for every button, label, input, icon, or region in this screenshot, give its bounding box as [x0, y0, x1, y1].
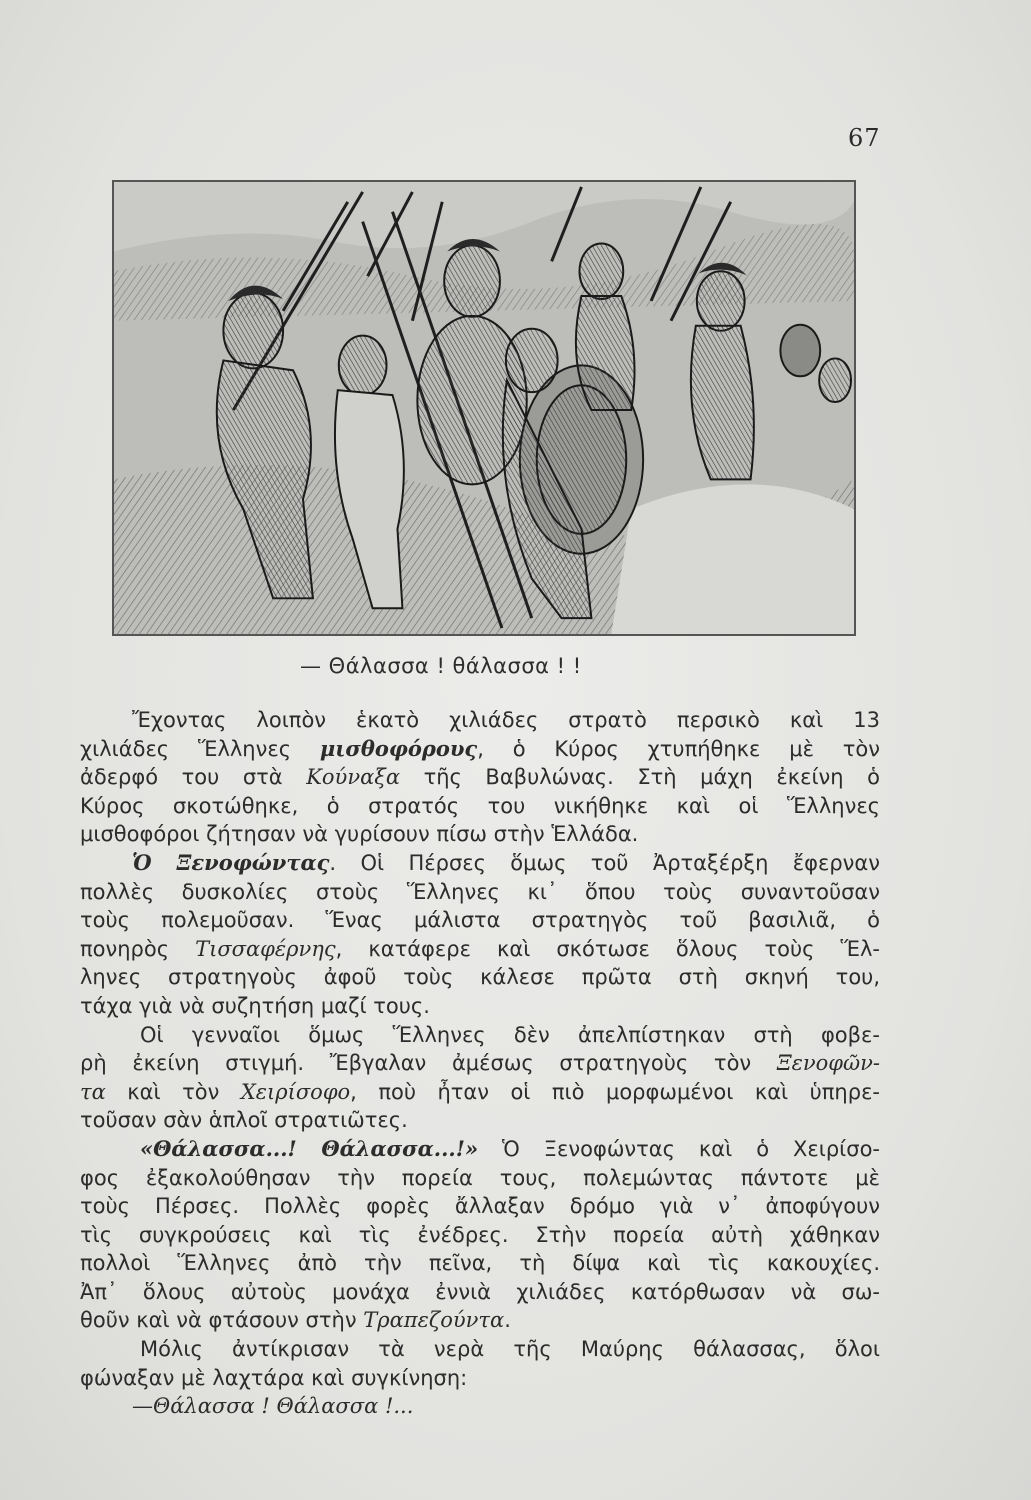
emphasized-text: Κούναξα [306, 765, 401, 790]
page-number: 67 [848, 124, 881, 152]
body-text [80, 706, 880, 1421]
text-line: ἀδερφό του στὰ Κούναξα τῆς Βαβυλώνας. Στὴ μάχη ἐκείνη ὁ [80, 765, 880, 790]
text-line: Ἔχοντας λοιπὸν ἑκατὸ χιλιάδες στρατὸ περσικὸ καὶ 13 [132, 708, 880, 732]
text-line: πολλοὶ Ἕλληνες ἀπὸ τὴν πεῖνα, τὴ δίψα καὶ τὶς κακουχίες. [80, 1251, 880, 1276]
text-line: τοὺς Πέρσες. Πολλὲς φορὲς ἄλλαξαν δρόμο γιὰ ν᾽ ἀποφύγουν [80, 1194, 880, 1219]
text-line: φος ἐξακολούθησαν τὴν πορεία τους, πολεμώντας πάντοτε μὲ [80, 1165, 880, 1190]
text-line: Ὁ Ξενοφώντας. Οἱ Πέρσες ὅμως τοῦ Ἀρταξέρξη ἔφερναν [132, 849, 880, 875]
text-line: ρὴ ἐκείνη στιγμή. Ἔβγαλαν ἀμέσως στρατηγοὺς τὸν Ξενοφῶν- [80, 1051, 880, 1076]
text-line: Κύρος σκοτώθηκε, ὁ στρατός του νικήθηκε καὶ οἱ Ἕλληνες [80, 793, 880, 818]
text-line: τάχα γιὰ νὰ συζητήση μαζί τους. [80, 993, 430, 1018]
text-line: τοῦσαν σὰν ἁπλοῖ στρατιῶτες. [80, 1108, 408, 1133]
emphasized-text: Ὁ Ξενοφώντας [132, 849, 330, 875]
text-line: πονηρὸς Τισσαφέρνης, κατάφερε καὶ σκότωσε ὅλους τοὺς Ἕλ- [80, 936, 880, 961]
emphasized-text: —Θάλασσα ! Θάλασσα !... [132, 1394, 414, 1419]
text-line: «Θάλασσα...! Θάλασσα...!» Ὁ Ξενοφώντας καὶ ὁ Χειρίσο- [140, 1135, 880, 1161]
text-line: μισθοφόροι ζήτησαν νὰ γυρίσουν πίσω στὴν Ἑλλάδα. [80, 822, 639, 847]
text-line: τοὺς πολεμοῦσαν. Ἕνας μάλιστα στρατηγὸς τοῦ βασιλιᾶ, ὁ [80, 908, 880, 933]
soldiers-illustration-icon [112, 180, 856, 636]
illustration-caption: — Θάλασσα ! θάλασσα ! ! [300, 654, 582, 678]
text-line: θοῦν καὶ νὰ φτάσουν στὴν Τραπεζούντα. [80, 1308, 511, 1333]
text-line [80, 1392, 880, 1421]
emphasized-text: Τισσαφέρνης [195, 936, 336, 961]
emphasized-text: μισθοφόρους [319, 735, 478, 761]
illustration-drawing [114, 182, 854, 634]
text-line: Μόλις ἀντίκρισαν τὰ νερὰ τῆς Μαύρης θάλασσας, ὅλοι [140, 1337, 880, 1362]
emphasized-text: Ξενοφῶν- [776, 1051, 880, 1076]
text-line: τὶς συγκρούσεις καὶ τὶς ἐνέδρες. Στὴν πορεία αὐτὴ χάθηκαν [80, 1222, 880, 1247]
emphasized-text: Τραπεζούντα [363, 1308, 505, 1333]
text-line: Ἀπ᾽ ὅλους αὐτοὺς μονάχα ἐννιὰ χιλιάδες κατόρθωσαν νὰ σω- [80, 1279, 880, 1304]
text-line: πολλὲς δυσκολίες στοὺς Ἕλληνες κι᾽ ὅπου τοὺς συναντοῦσαν [80, 879, 880, 904]
text-line: φώναξαν μὲ λαχτάρα καὶ συγκίνηση: [80, 1365, 468, 1390]
emphasized-text: «Θάλασσα...! Θάλασσα...!» [140, 1135, 479, 1161]
emphasized-text: Χειρίσοφο [240, 1079, 351, 1104]
text-line: χιλιάδες Ἕλληνες μισθοφόρους, ὁ Κύρος χτυπήθηκε μὲ τὸν [80, 735, 880, 761]
emphasized-text: τα [80, 1079, 106, 1104]
text-line: ληνες στρατηγοὺς ἀφοῦ τοὺς κάλεσε πρῶτα στὴ σκηνή του, [80, 965, 880, 990]
text-line: Οἱ γενναῖοι ὅμως Ἕλληνες δὲν ἀπελπίστηκαν στὴ φοβε- [140, 1022, 880, 1047]
text-line: τα καὶ τὸν Χειρίσοφο, ποὺ ἦταν οἱ πιὸ μορφωμένοι καὶ ὑπηρε- [80, 1079, 880, 1104]
